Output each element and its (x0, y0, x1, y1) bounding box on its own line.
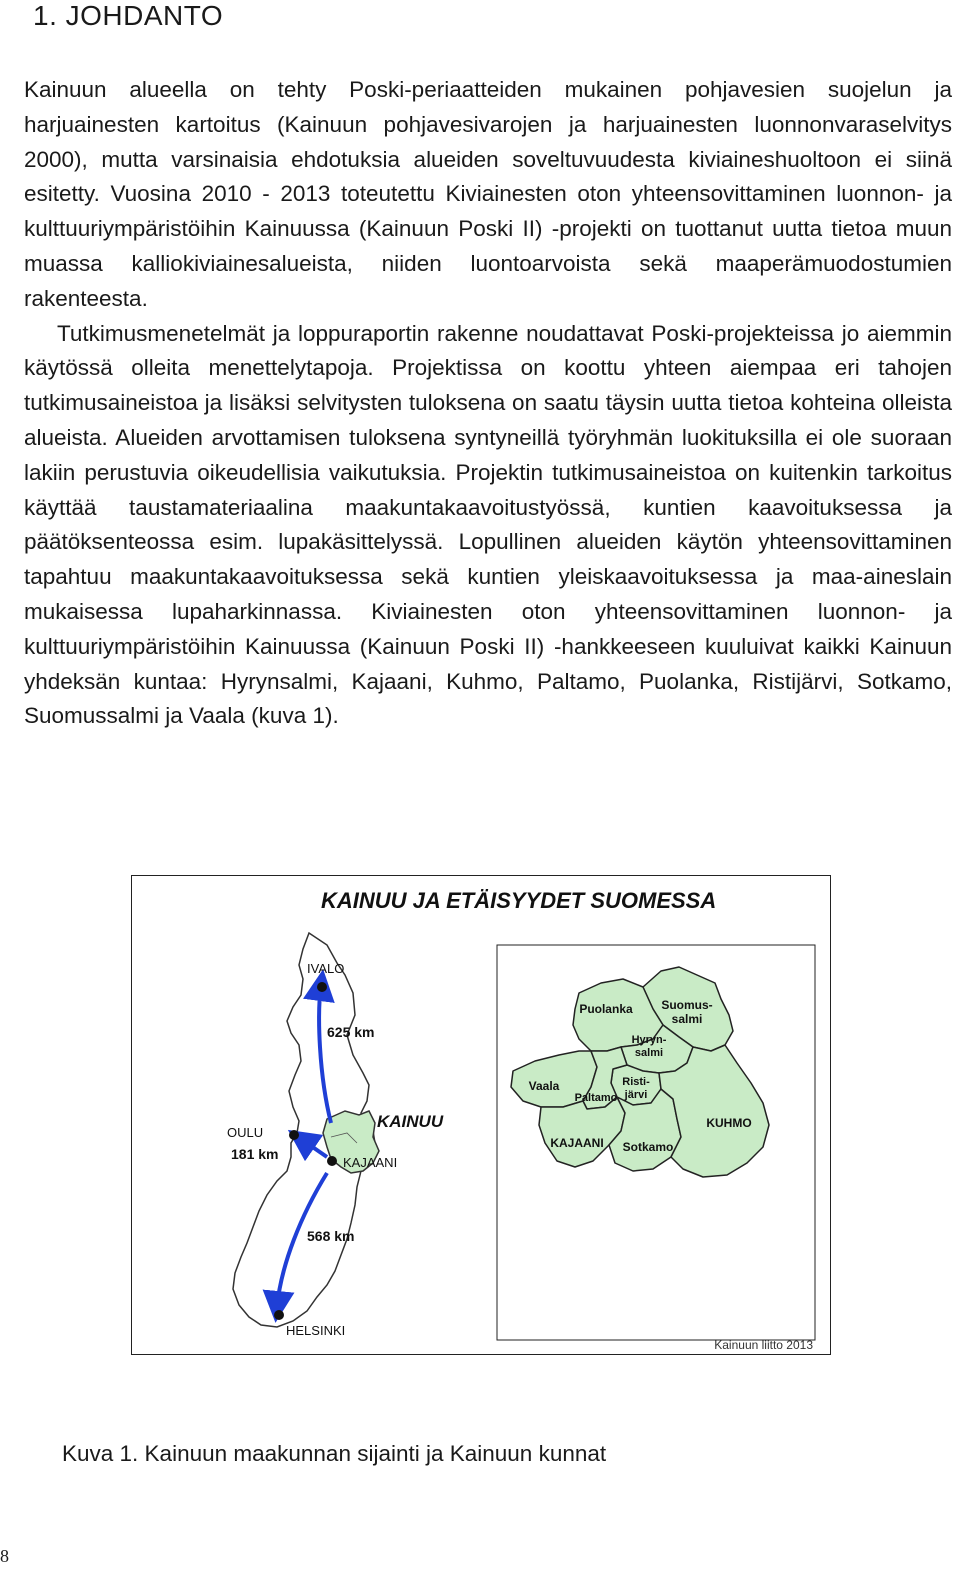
map-title: KAINUU JA ETÄISYYDET SUOMESSA (321, 888, 717, 913)
city-dot-ivalo (317, 982, 327, 992)
paragraph: Tutkimusmenetelmät ja loppuraportin rakenne noudattavat Poski-projekteissa jo aiemmin käytössä olleita menettelytapoja. Projektissa on koottu yhteen aiempaa eri tahojen tutkimusaineistoa ja lisäksi selvitysten tuloksena on saatu täysin uutta tietoa kohteina olleista alueista. Alueiden arvottamisen tuloksena syntyneillä työryhmän luokituksilla ei ole suoraan lakiin perustuvia oikeudellisia vaikutuksia. Projektin tutkimusaineistoa on kuitenkin tarkoitus käyttää taustamateriaalina maakuntakaavoitustyössä, kuntien kaavoituksessa ja päätöksenteossa esim. lupakäsittelyssä. Lopullinen alueiden käytön yhteensovittaminen tapahtuu maakuntakaavoituksessa sekä kuntien yleiskaavoituksessa ja maa-aineslain mukaisessa lupaharkinnassa. Kiviainesten oton yhteensovittaminen luonnon- ja kulttuuriympäristöihin Kainuussa (Kainuun Poski II) -hankkeeseen kuuluivat kaikki Kainuun yhdeksän kuntaa: Hyrynsalmi, Kajaani, Kuhmo, Paltamo, Puolanka, Ristijärvi, Sotkamo, Suomussalmi ja Vaala (kuva 1). (24, 320, 952, 729)
city-label-ivalo: IVALO (307, 961, 345, 976)
label-suomussalmi-1: Suomus- (661, 998, 713, 1012)
label-kajaani: KAJAANI (550, 1136, 604, 1150)
city-dot-kajaani (327, 1156, 337, 1166)
label-sotkamo: Sotkamo (622, 1140, 674, 1154)
section-heading: 1. JOHDANTO (33, 0, 224, 31)
region-label-kainuu: KAINUU (377, 1112, 444, 1131)
map-figure-svg (131, 875, 831, 1355)
label-puolanka: Puolanka (579, 1002, 633, 1016)
page-number: 8 (0, 1546, 9, 1566)
label-paltamo: Paltamo (574, 1092, 618, 1104)
label-ristijarvi-1: Risti- (622, 1076, 650, 1088)
paragraph: Kainuun alueella on tehty Poski-periaatteiden mukainen pohjavesien suojelun ja harjuainesten kartoitus (Kainuun pohjavesivarojen ja harjuainesten luonnonvaraselvitys 2000), mutta varsinaisia ehdotuksia alueiden soveltuvuudesta kiviaineshuoltoon ei siinä esitetty. Vuosina 2010 - 2013 toteutettu Kiviainesten oton yhteensovittaminen luonnon- ja kulttuuriympäristöihin Kainuussa (Kainuun Poski II) -projekti on tuottanut uutta tietoa muun muassa kalliokiviainesalueista, niiden luontoarvoista sekä maaperämuodostumien rakenteesta. (24, 77, 952, 311)
city-dot-helsinki (274, 1310, 284, 1320)
city-label-oulu: OULU (227, 1125, 264, 1140)
label-hyrynsalmi-2: salmi (634, 1047, 664, 1059)
figure-caption: Kuva 1. Kainuun maakunnan sijainti ja Kainuun kunnat (62, 1441, 607, 1466)
label-suomussalmi-2: salmi (671, 1012, 703, 1026)
distance-label-ivalo: 625 km (327, 1024, 375, 1040)
figure-kainuu-map (131, 875, 831, 1355)
city-label-kajaani: KAJAANI (343, 1155, 398, 1170)
distance-label-oulu: 181 km (231, 1146, 279, 1162)
label-kuhmo: KUHMO (706, 1116, 752, 1130)
label-hyrynsalmi-1: Hyryn- (631, 1034, 667, 1046)
city-label-helsinki: HELSINKI (286, 1323, 346, 1338)
distance-label-helsinki: 568 km (307, 1228, 355, 1244)
map-credit: Kainuun liitto 2013 (714, 1338, 813, 1352)
body-text (24, 73, 952, 734)
label-ristijarvi-2: järvi (624, 1089, 648, 1101)
city-dot-oulu (289, 1130, 299, 1140)
label-vaala: Vaala (528, 1079, 560, 1093)
